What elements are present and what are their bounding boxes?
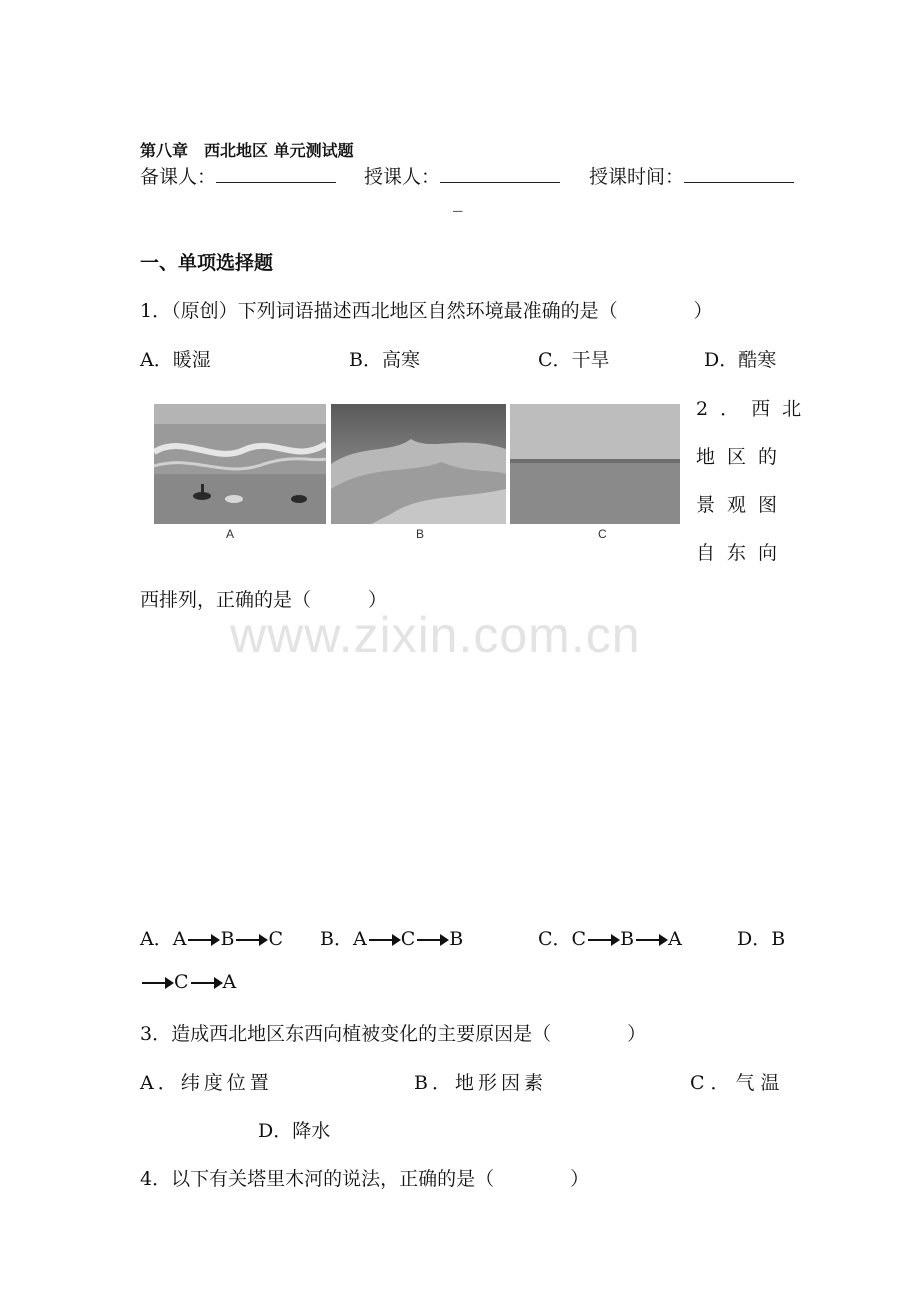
q3-option-d[interactable]: D．降水 [258,1120,331,1142]
q3-option-c[interactable]: C．气温 [690,1072,786,1094]
q2-stem-line-4: 自东向 [696,542,790,564]
arrow-right-icon [636,939,666,941]
time-blank-overflow: _ [453,190,463,212]
prep-field [140,162,336,189]
arrow-right-icon [588,939,618,941]
figure-label-a: A [226,527,235,541]
q1-option-c[interactable]: C．干旱 [538,349,610,371]
document-title: 第八章 西北地区 单元测试题 [140,141,354,160]
time-label: 授课时间： [589,166,685,188]
time-blank[interactable] [684,166,794,183]
q4-stem: 4．以下有关塔里木河的说法，正确的是（ ） [140,1168,590,1190]
q2-stem-line-2: 地区的 [696,446,790,468]
q2-option-d-start[interactable]: D．B [737,928,786,950]
arrow-right-icon [369,939,399,941]
figure-label-b: B [416,527,425,541]
time-field [589,162,794,189]
q3-stem: 3．造成西北地区东西向植被变化的主要原因是（ ） [140,1023,647,1045]
q2-option-b[interactable]: B．A C B [320,928,464,950]
arrow-right-icon [142,982,172,984]
q2-stem-end: 西排列，正确的是（ ） [140,589,388,611]
landscape-photo-grassland [154,404,326,524]
q1-option-a[interactable]: A．暖湿 [140,349,211,371]
landscape-photo-desert [331,404,506,524]
q2-stem-line-1: 2．西北 [696,398,814,420]
section-title: 一、单项选择题 [140,252,274,274]
landscape-photo-gobi [510,404,680,524]
q3-option-a[interactable]: A．纬度位置 [140,1072,273,1094]
teacher-field [364,162,560,189]
arrow-right-icon [417,939,447,941]
arrow-right-icon [188,939,218,941]
teacher-label: 授课人： [364,166,441,188]
watermark: www.zixin.com.cn [230,607,641,663]
q1-option-b[interactable]: B．高寒 [349,349,420,371]
arrow-right-icon [191,982,221,984]
q1-stem: 1．（原创）下列词语描述西北地区自然环境最准确的是（ ） [140,300,713,322]
q2-option-c[interactable]: C．C B A [538,928,682,950]
q2-option-d-end[interactable]: C A [140,971,236,993]
q3-option-b[interactable]: B．地形因素 [414,1072,547,1094]
prep-blank[interactable] [216,166,336,183]
q2-option-a[interactable]: A．A B C [140,928,283,950]
prep-label: 备课人： [140,166,217,188]
q2-stem-line-3: 景观图 [696,494,790,516]
arrow-right-icon [236,939,266,941]
q1-option-d[interactable]: D．酷寒 [704,349,777,371]
figure-label-c: C [598,527,607,541]
teacher-blank[interactable] [440,166,560,183]
